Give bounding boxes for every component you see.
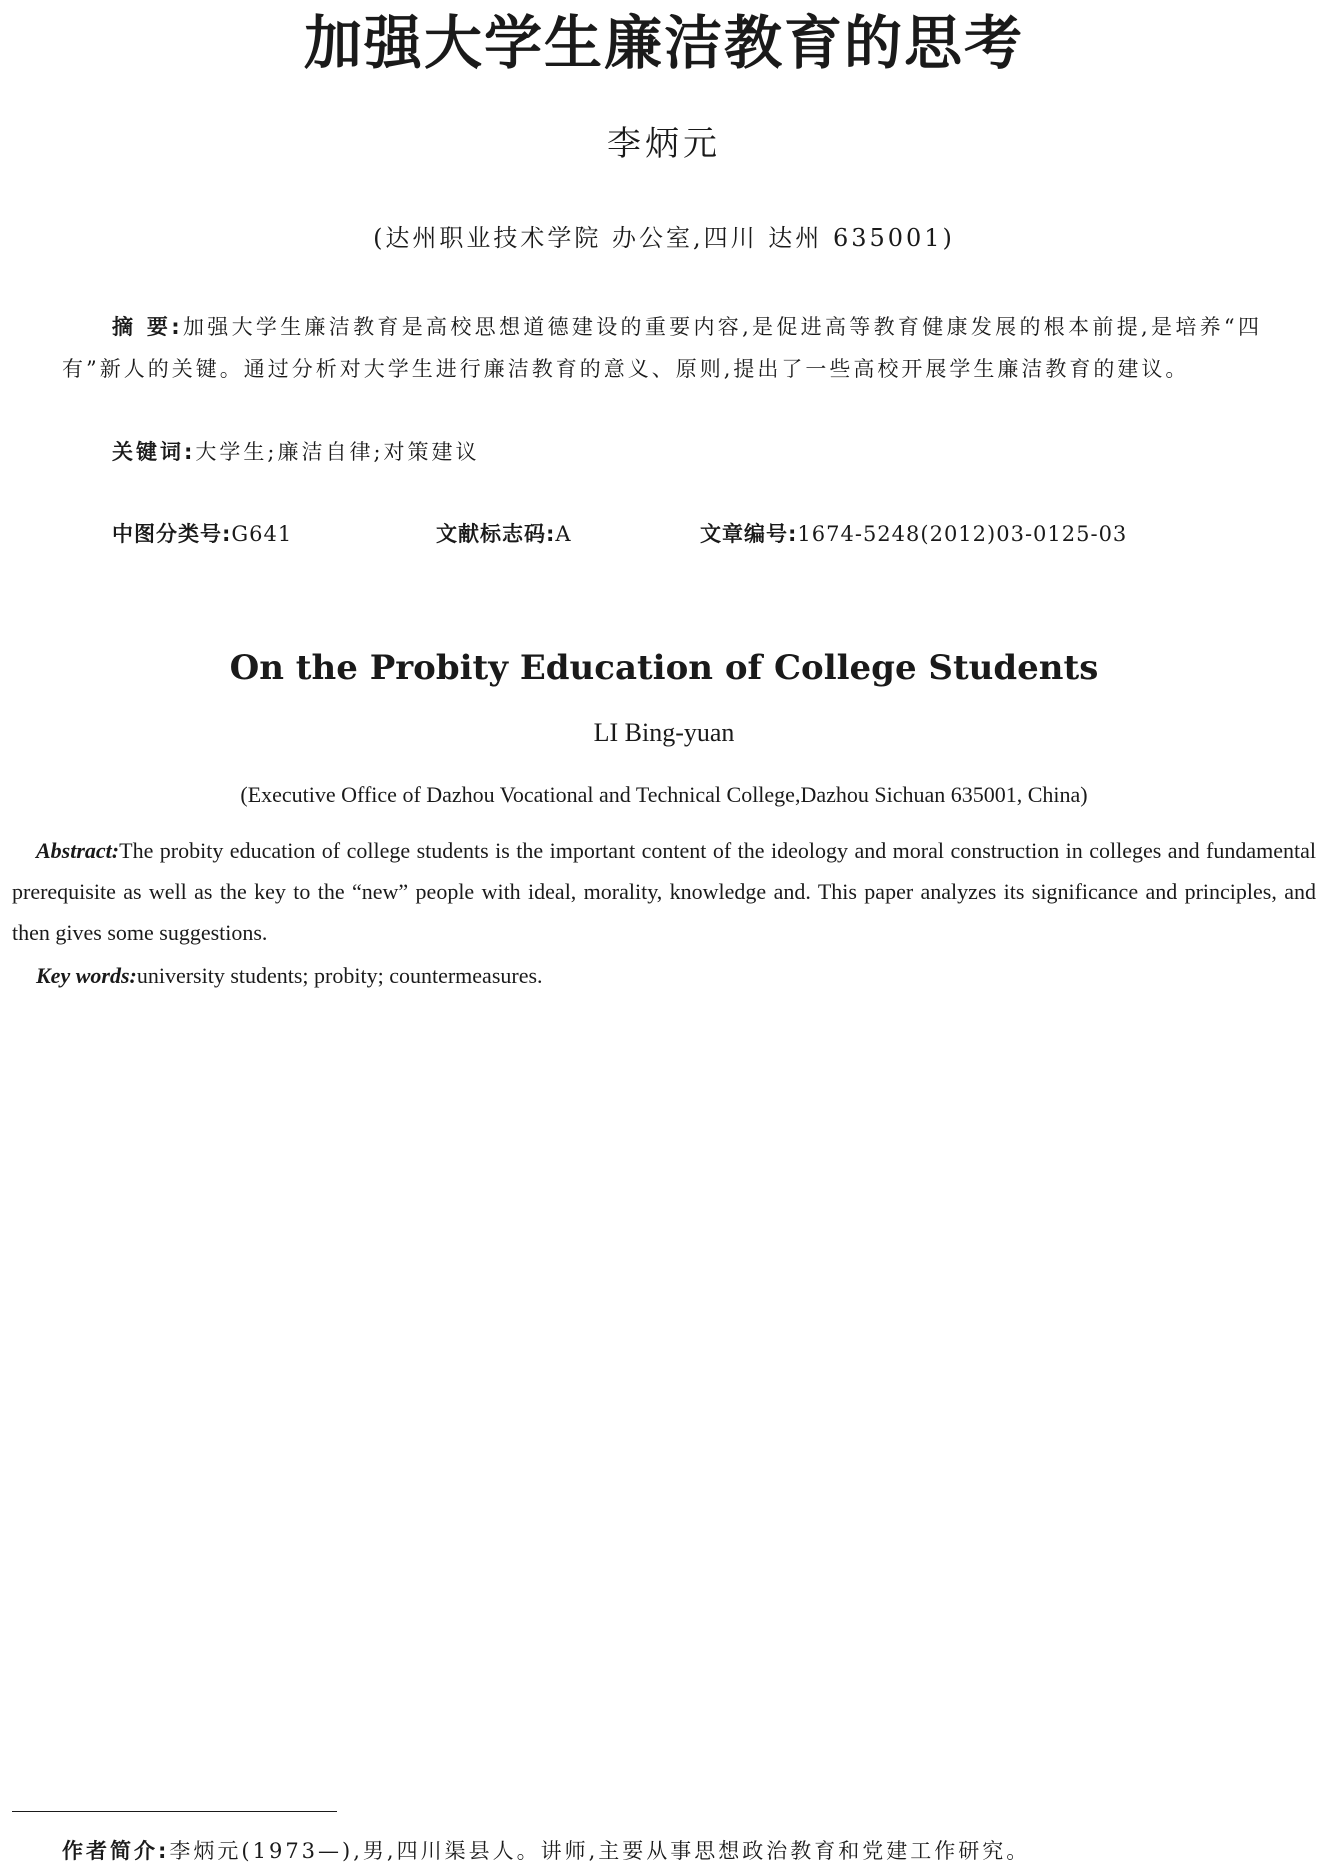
article-number-label: 文章编号: [700, 522, 798, 546]
article-number [700, 516, 1127, 552]
english-keywords-text: university students; probity; countermeasures. [136, 963, 543, 988]
document-code-value: A [555, 522, 572, 546]
chinese-abstract-label: 摘 要: [112, 315, 183, 339]
chinese-abstract-text: 加强大学生廉洁教育是高校思想道德建设的重要内容,是促进高等教育健康发展的根本前提,是培养“四有”新人的关键。通过分析对大学生进行廉洁教育的意义、原则,提出了一些高校开展学生廉洁教育的建议。 [62, 315, 1262, 381]
english-title: On the Probity Education of College Students [229, 648, 1099, 688]
english-keywords-label: Key words: [36, 963, 137, 988]
chinese-author: 李炳元 [607, 124, 721, 164]
clc-number-value: G641 [231, 522, 293, 546]
footnote-text: 李炳元(1973—),男,四川渠县人。讲师,主要从事思想政治教育和党建工作研究。 [169, 1839, 1031, 1863]
classification-row [112, 516, 1262, 552]
chinese-keywords-label: 关键词: [112, 440, 196, 464]
document-code [436, 516, 572, 552]
english-affiliation: (Executive Office of Dazhou Vocational and Technical College,Dazhou Sichuan 635001, China) [240, 782, 1088, 807]
english-keywords [36, 956, 1316, 996]
footnote-divider [12, 1811, 337, 1812]
chinese-title: 加强大学生廉洁教育的思考 [303, 9, 1024, 77]
document-code-label: 文献标志码: [436, 522, 556, 546]
author-footnote [62, 1836, 1312, 1866]
chinese-affiliation: (达州职业技术学院 办公室,四川 达州 635001) [373, 224, 955, 252]
english-abstract-text: The probity education of college students is the important content of the ideology and moral construction in colleges and fundamental prerequisite as well as the key to the “new” people with ideal, morality, knowledge and. This paper analyzes its significance and principles, and then gives some suggestions. [12, 838, 1316, 945]
footnote-label: 作者简介: [62, 1839, 170, 1863]
english-abstract [12, 830, 1316, 953]
english-author: LI Bing-yuan [593, 718, 735, 747]
chinese-keywords-text: 大学生;廉洁自律;对策建议 [195, 440, 480, 464]
chinese-keywords [112, 432, 1262, 472]
clc-number-label: 中图分类号: [112, 522, 232, 546]
clc-number [112, 516, 292, 552]
chinese-abstract [62, 306, 1262, 390]
english-abstract-label: Abstract: [36, 838, 120, 863]
article-number-value: 1674-5248(2012)03-0125-03 [797, 522, 1128, 546]
